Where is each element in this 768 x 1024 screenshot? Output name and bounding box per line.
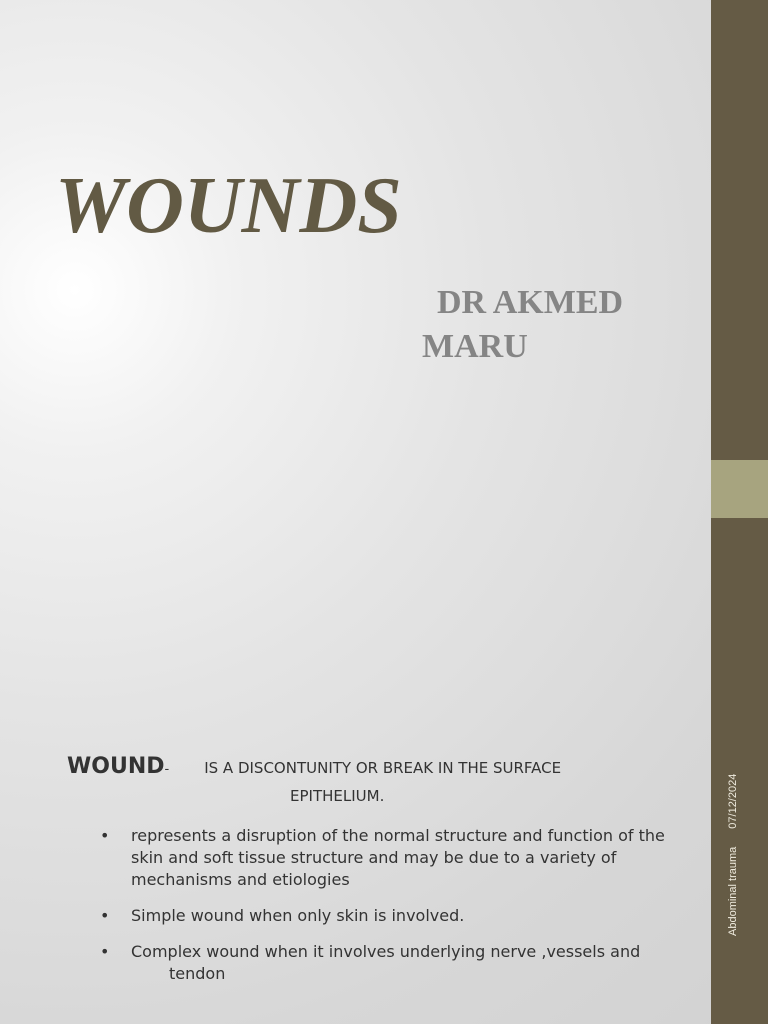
slide-title: WOUNDS <box>55 162 402 250</box>
bullet-list <box>97 825 677 999</box>
author-name <box>422 281 682 369</box>
bullet-icon: • <box>100 826 110 845</box>
list-item <box>97 905 677 927</box>
list-item <box>97 941 677 985</box>
bullet-text: Complex wound when it involves underlying nerve ,vessels and <box>131 942 641 961</box>
list-item <box>97 825 677 891</box>
footer-date: 07/12/2024 <box>727 773 739 829</box>
author-line-1: DR AKMED <box>437 284 624 321</box>
sidebar-footer <box>726 706 740 936</box>
definition-term: WOUND <box>67 754 165 779</box>
bullet-icon: • <box>100 906 110 925</box>
definition-dash: - <box>164 762 170 777</box>
author-line-2: MARU <box>422 328 528 365</box>
bullet-icon: • <box>100 942 110 961</box>
bullet-text: represents a disruption of the normal structure and function of the skin and soft tissue structure and may be due to a variety of mechanisms and etiologies <box>131 826 665 889</box>
definition-text-line-1: IS A DISCONTUNITY OR BREAK IN THE SURFACE <box>204 759 562 777</box>
definition-text-line-2: EPITHELIUM. <box>290 787 385 805</box>
footer-label: Abdominal trauma <box>727 846 739 936</box>
sidebar-accent-block <box>711 460 768 518</box>
bullet-text-tail: tendon <box>169 964 226 983</box>
definition-block <box>67 754 687 805</box>
bullet-text: Simple wound when only skin is involved. <box>131 906 465 925</box>
